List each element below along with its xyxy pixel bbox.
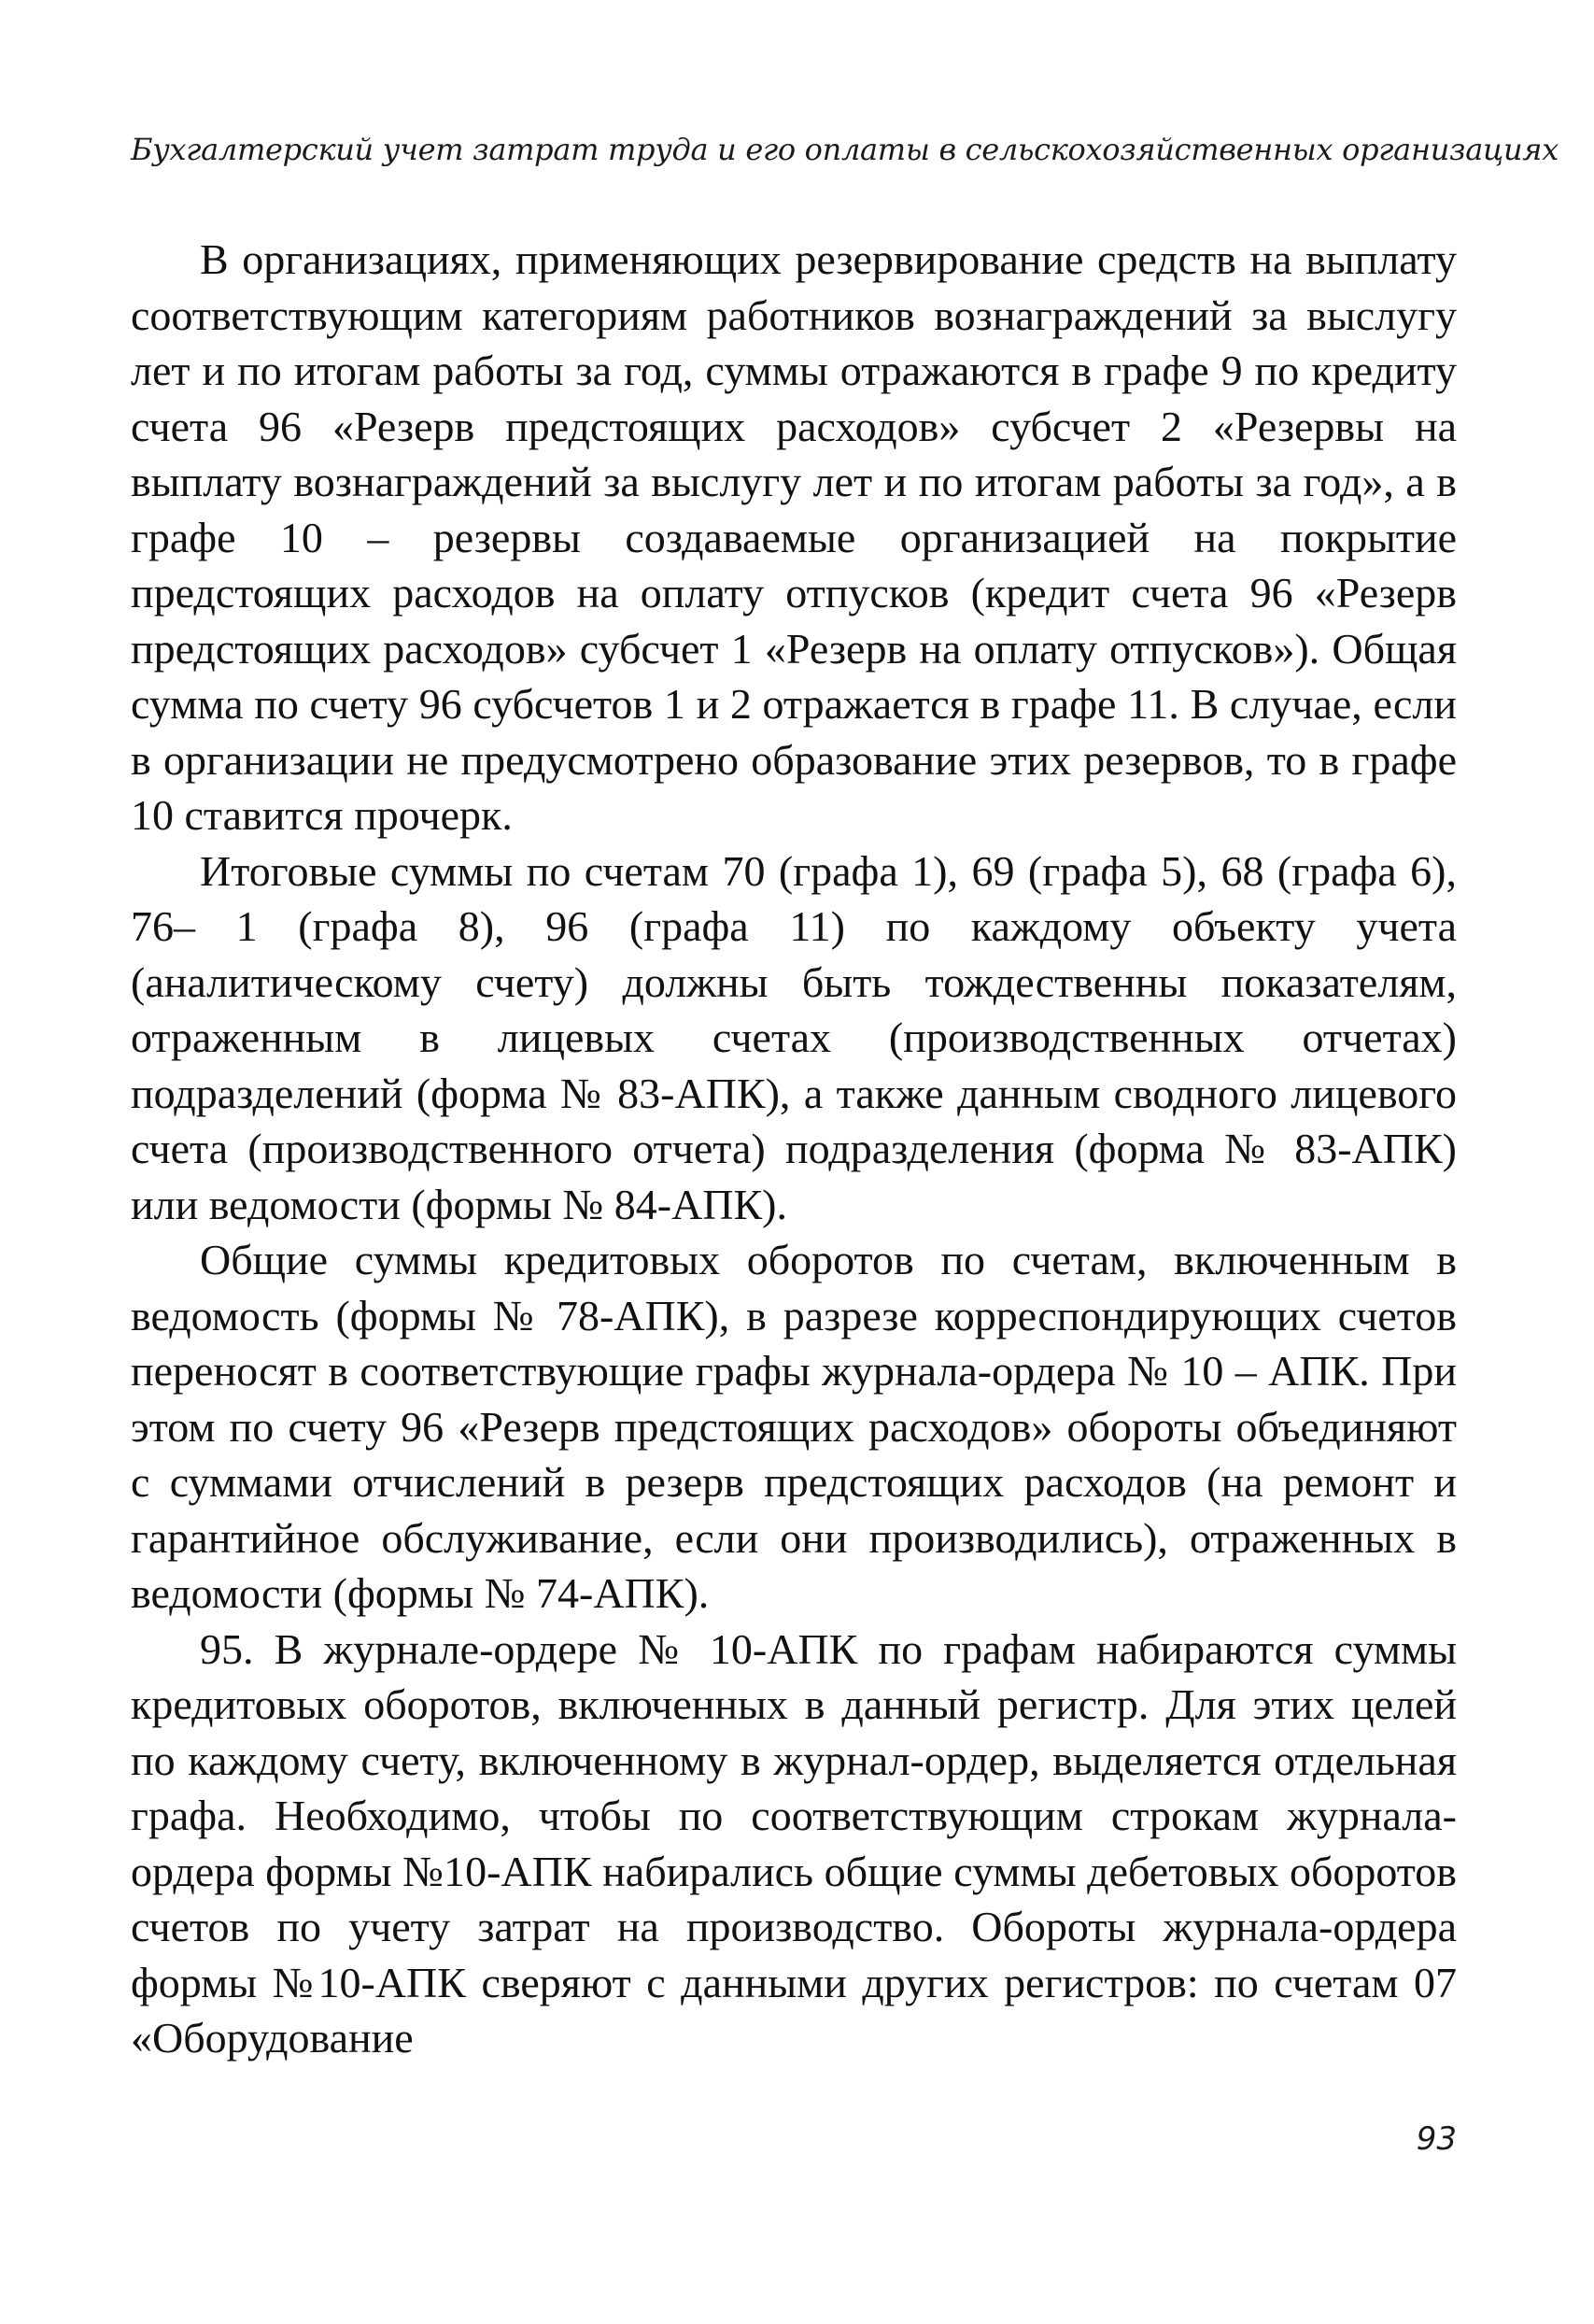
paragraph: 95. В журнале-ордере № 10-АПК по графам набираются суммы кредитовых оборотов, включенных в данный регистр. Для этих целей по каждому счету, включенному в журнал-ордер, выделяется отдельная графа. Необходимо, чтобы по соответствующим строкам журнала-ордера формы №10-АПК набирались общие суммы дебетовых оборотов счетов по учету затрат на производство. Обороты журнала-ордера формы №10-АПК сверяют с данными других регистров: по счетам 07 «Оборудование [131,1624,1457,2062]
paragraph: В организациях, применяющих резервирование средств на выплату соответствующим категориям работников вознаграждений за выслугу лет и по итогам работы за год, суммы отражаются в графе 9 по кредиту счета 96 «Резерв предстоящих расходов» субсчет 2 «Резервы на выплату вознаграждений за выслугу лет и по итогам работы за год», а в графе 10 – резервы создаваемые организацией на покрытие предстоящих расходов на оплату отпусков (кредит счета 96 «Резерв предстоящих расходов» субсчет 1 «Резерв на оплату отпусков»). Общая сумма по счету 96 субсчетов 1 и 2 отражается в графе 11. В случае, если в организации не предусмотрено образование этих резервов, то в графе 10 ставится прочерк. [131,235,1457,839]
body-text [131,232,1457,2066]
page-number: 93 [1416,2120,1457,2158]
running-header: Бухгалтерский учет затрат труда и его оплаты в сельскохозяйственных организациях [131,132,1559,167]
paragraph: Общие суммы кредитовых оборотов по счетам, включенным в ведомость (формы № 78-АПК), в разрезе корреспондирующих счетов переносят в соответствующие графы журнала-ордера № 10 – АПК. При этом по счету 96 «Резерв предстоящих расходов» обороты объединяют с суммами отчислений в резерв предстоящих расходов (на ремонт и гарантийное обслуживание, если они производились), отраженных в ведомости (формы № 74-АПК). [131,1236,1457,1617]
paragraph: Итоговые суммы по счетам 70 (графа 1), 69 (графа 5), 68 (графа 6), 76– 1 (графа 8), 96 (графа 11) по каждому объекту учета (аналитическому счету) должны быть тождественны показателям, отраженным в лицевых счетах (производственных отчетах) подразделений (форма № 83-АПК), а также данным сводного лицевого счета (производственного отчета) подразделения (форма № 83-АПК) или ведомости (формы № 84-АПК). [131,846,1457,1228]
